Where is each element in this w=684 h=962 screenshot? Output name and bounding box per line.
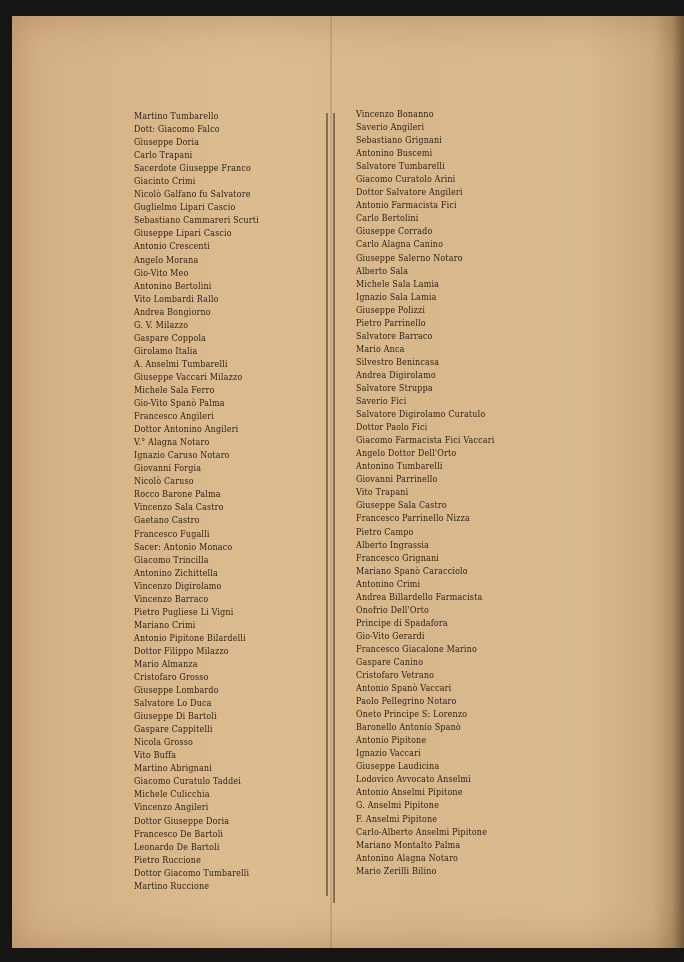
signatory-name: Michele Sala Ferro xyxy=(134,384,215,396)
signatory-name: Lodovico Avvocato Anselmi xyxy=(356,774,471,786)
signatory-name: Mariano Crimi xyxy=(134,619,196,631)
signatory-name: Andrea Billardello Farmacista xyxy=(356,591,483,603)
signatory-name: Saverio Fici xyxy=(356,396,407,408)
signatory-name: Pietro Parrinello xyxy=(356,317,426,329)
signatory-name: Cristofaro Grosso xyxy=(134,672,209,684)
signatory-name: Gaspare Cappitelli xyxy=(134,724,213,736)
signatory-name: Antonio Farmacista Fici xyxy=(356,200,457,212)
signatory-name: Ignazio Caruso Notaro xyxy=(134,450,230,462)
signatory-name: Carlo Alagna Canino xyxy=(356,239,444,251)
signatory-name: Antonino Tumbarelli xyxy=(356,461,443,473)
signatory-name: Francesco Giacalone Marino xyxy=(356,643,477,655)
signatory-name: Mario Anca xyxy=(356,343,405,355)
signatory-name: Francesco Parrinello Nizza xyxy=(356,513,470,525)
signatory-name: Onofrio Dell'Orto xyxy=(356,604,429,616)
signatory-name: Dottor Giacomo Tumbarelli xyxy=(134,867,250,879)
signatory-name: Oneto Principe S: Lorenzo xyxy=(356,709,468,721)
signatory-name: Giuseppe Polizzi xyxy=(356,304,426,316)
page-edge-shadow xyxy=(654,16,684,948)
signatory-name: Sebastiano Grignani xyxy=(356,135,443,147)
signatory-name: Rocco Barone Palma xyxy=(134,489,221,501)
signatory-name: G. Anselmi Pipitone xyxy=(356,800,439,812)
signatory-name: Mariano Spanò Caracciolo xyxy=(356,565,468,577)
signatory-list-left xyxy=(134,110,259,893)
signatory-name: Salvatore Struppa xyxy=(356,382,433,394)
signatory-name: Antonino Buscemi xyxy=(356,148,433,160)
signatory-name: Principe di Spadafora xyxy=(356,617,448,629)
signatory-name: Dottor Salvatore Angileri xyxy=(356,187,463,199)
signatory-name: Michele Sala Lamia xyxy=(356,278,440,290)
signatory-name: Alberto Sala xyxy=(356,265,409,277)
signatory-name: Dottor Giuseppe Doria xyxy=(134,815,230,827)
signatory-name: Dott: Giacomo Falco xyxy=(134,124,220,136)
signatory-name: Francesco Angileri xyxy=(134,411,214,423)
signatory-name: Mario Almanza xyxy=(134,658,198,670)
signatory-name: Giuseppe Lombardo xyxy=(134,685,219,697)
signatory-name: Sebastiano Cammareri Scurti xyxy=(134,215,259,227)
signatory-name: Salvatore Barraco xyxy=(356,330,433,342)
signatory-name: Antonino Bertolini xyxy=(134,280,212,292)
signatory-name: Leonardo De Bartoli xyxy=(134,841,220,853)
signatory-name: Dottor Paolo Fici xyxy=(356,422,428,434)
signatory-name: Sacer: Antonio Monaco xyxy=(134,541,233,553)
signatory-name: Giuseppe Doria xyxy=(134,137,200,149)
signatory-name: Carlo Bertolini xyxy=(356,213,419,225)
signatory-name: Giacinto Crimi xyxy=(134,176,196,188)
signatory-name: Giacomo Curatolo Arini xyxy=(356,174,456,186)
signatory-name: Antonio Pipitone xyxy=(356,735,427,747)
signatory-name: Michele Culicchia xyxy=(134,789,210,801)
signatory-name: G. V. Milazzo xyxy=(134,319,189,331)
signatory-name: Nicola Grosso xyxy=(134,737,193,749)
signatory-list-right xyxy=(356,108,494,878)
signatory-name: Baronello Antonio Spanò xyxy=(356,722,461,734)
signatory-name: Vito Trapani xyxy=(356,487,409,499)
signatory-name: Pietro Campo xyxy=(356,526,414,538)
signatory-name: Giacomo Trincilla xyxy=(134,554,209,566)
signatory-name: Paolo Pellegrino Notaro xyxy=(356,696,457,708)
signatory-name: Andrea Bongiorno xyxy=(134,306,211,318)
signatory-name: Vito Lombardi Rallo xyxy=(134,293,219,305)
signatory-name: Antonio Anselmi Pipitone xyxy=(356,787,463,799)
signatory-name: Giuseppe Laudicina xyxy=(356,761,440,773)
signatory-name: Vito Buffa xyxy=(134,750,177,762)
signatory-name: Antonio Crescenti xyxy=(134,241,210,253)
signatory-name: Gaetano Castro xyxy=(134,515,200,527)
signatory-name: Gaspare Canino xyxy=(356,656,424,668)
signatory-name: Sacerdote Giuseppe Franco xyxy=(134,163,252,175)
signatory-name: Giuseppe Corrado xyxy=(356,226,433,238)
signatory-name: Vincenzo Sala Castro xyxy=(134,502,224,514)
signatory-name: Salvatore Digirolamo Curatulo xyxy=(356,409,486,421)
signatory-name: Mario Zerilli Bilino xyxy=(356,865,437,877)
document-page xyxy=(12,16,684,948)
signatory-name: Vincenzo Barraco xyxy=(134,593,209,605)
signatory-name: Guglielmo Lipari Cascio xyxy=(134,202,236,214)
signatory-name: A. Anselmi Tumbarelli xyxy=(134,358,228,370)
signatory-name: Girolamo Italia xyxy=(134,345,198,357)
signatory-name: Salvatore Lo Duca xyxy=(134,698,212,710)
signatory-name: Pietro Ruccione xyxy=(134,854,202,866)
signatory-name: Giovanni Parrinello xyxy=(356,474,438,486)
signatory-name: Giuseppe Di Bartoli xyxy=(134,711,217,723)
signatory-name: Vincenzo Digirolamo xyxy=(134,580,222,592)
signatory-name: Angelo Morana xyxy=(134,254,199,266)
signatory-name: Martino Ruccione xyxy=(134,880,210,892)
signatory-name: Alberto Ingrassia xyxy=(356,539,430,551)
signatory-name: Gio-Vito Spanò Palma xyxy=(134,398,225,410)
signatory-name: Giacomo Farmacista Fici Vaccari xyxy=(356,435,495,447)
signatory-name: Carlo-Alberto Anselmi Pipitone xyxy=(356,826,488,838)
signatory-name: Gio-Vito Meo xyxy=(134,267,189,279)
signatory-name: Dottor Filippo Milazzo xyxy=(134,645,229,657)
paper-fold-line xyxy=(330,16,332,948)
signatory-name: Francesco De Bartoli xyxy=(134,828,224,840)
signatory-name: Carlo Trapani xyxy=(134,150,193,162)
signatory-name: Gaspare Coppola xyxy=(134,332,207,344)
signatory-name: Gio-Vito Gerardi xyxy=(356,630,425,642)
signatory-name: Antonino Alagna Notaro xyxy=(356,852,459,864)
signatory-name: Giuseppe Vaccari Milazzo xyxy=(134,371,243,383)
signatory-name: Mariano Montalto Palma xyxy=(356,839,461,851)
signatory-name: Nicolò Caruso xyxy=(134,476,194,488)
signatory-name: F. Anselmi Pipitone xyxy=(356,813,438,825)
signatory-name: Antonio Spanò Vaccari xyxy=(356,683,452,695)
signatory-name: Ignazio Sala Lamia xyxy=(356,291,437,303)
signatory-name: Giuseppe Lipari Cascio xyxy=(134,228,232,240)
signatory-name: Giovanni Forgia xyxy=(134,463,202,475)
signatory-name: Nicolò Galfano fu Salvatore xyxy=(134,189,251,201)
signatory-name: Vincenzo Angileri xyxy=(134,802,209,814)
signatory-name: Francesco Fugalli xyxy=(134,528,210,540)
signatory-name: Giuseppe Sala Castro xyxy=(356,500,447,512)
signatory-name: Antonio Pipitone Bilardelli xyxy=(134,632,246,644)
signatory-name: Andrea Digirolamo xyxy=(356,369,436,381)
signatory-name: Silvestro Benincasa xyxy=(356,356,440,368)
signatory-name: Ignazio Vaccari xyxy=(356,748,421,760)
signatory-name: Antonino Zichittella xyxy=(134,567,218,579)
signatory-name: Martino Tumbarello xyxy=(134,111,219,122)
signatory-name: Martino Abrignani xyxy=(134,763,212,775)
signatory-name: Salvatore Tumbarelli xyxy=(356,161,445,173)
signatory-name: Saverio Angileri xyxy=(356,122,425,134)
signatory-name: Antonino Crimi xyxy=(356,578,421,590)
signatory-name: V.° Alagna Notaro xyxy=(134,437,210,449)
column-divider-right xyxy=(333,113,335,903)
signatory-name: Giuseppe Salerno Notaro xyxy=(356,252,463,264)
column-divider-left xyxy=(326,113,328,896)
signatory-name: Dottor Antonino Angileri xyxy=(134,424,239,436)
signatory-name: Angelo Dottor Dell'Orto xyxy=(356,448,457,460)
signatory-name: Pietro Pugliese Li Vigni xyxy=(134,606,234,618)
signatory-name: Cristofaro Vetrano xyxy=(356,670,435,682)
signatory-name: Vincenzo Bonanno xyxy=(356,109,434,120)
signatory-name: Francesco Grignani xyxy=(356,552,440,564)
signatory-name: Giacomo Curatulo Taddei xyxy=(134,776,242,788)
